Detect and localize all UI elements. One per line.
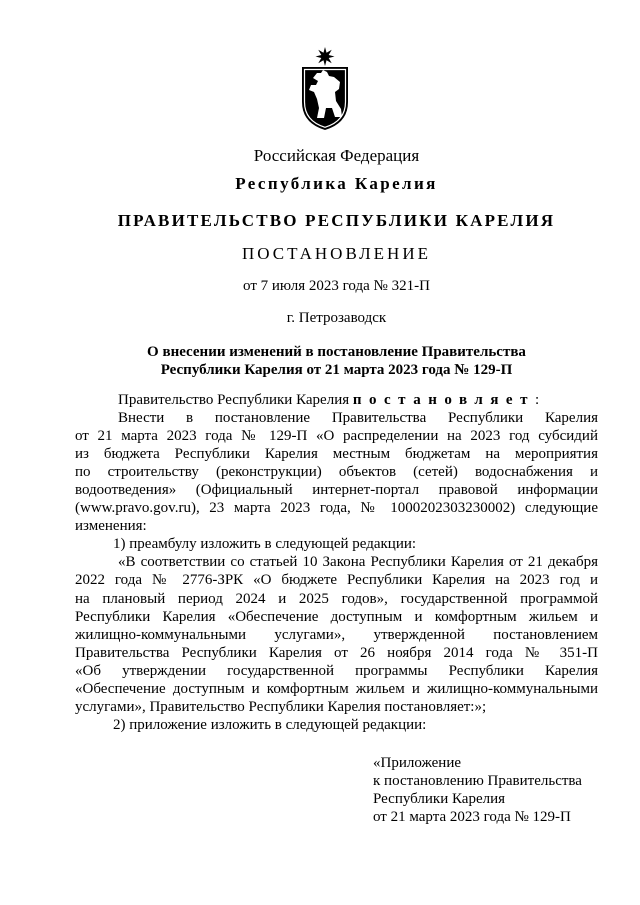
header-republic: Республика Карелия	[235, 174, 438, 193]
intro-prefix: Правительство Республики Карелия	[118, 392, 353, 408]
body-line: Внести в постановление Правительства Республики Карелия	[118, 410, 598, 427]
body-line: от 21 марта 2023 года № 129-П «О распределении на 2023 год субсидий	[75, 428, 598, 445]
body-line: жилищно-коммунальными услугами», утвержденной постановлением	[75, 626, 598, 643]
header-government: ПРАВИТЕЛЬСТВО РЕСПУБЛИКИ КАРЕЛИЯ	[117, 211, 556, 230]
body-line: водоотведения» (Официальный интернет-портал правовой информации	[75, 482, 598, 499]
header-country: Российская Федерация	[253, 146, 420, 165]
appendix-line: «Приложение	[373, 755, 462, 771]
intro-line	[75, 391, 598, 409]
body-line: 2022 года № 2776-ЗРК «О бюджете Республики Карелия на 2023 год и	[75, 572, 598, 589]
document-type: ПОСТАНОВЛЕНИЕ	[241, 244, 431, 263]
body-line: изменения:	[75, 518, 147, 535]
body-line: из бюджета Республики Карелия местным бюджетам на мероприятия	[75, 446, 598, 463]
body-line: на плановый период 2024 и 2025 годов», государственной программой	[75, 590, 598, 607]
body-line: (www.pravo.gov.ru), 23 марта 2023 года, № 1000202303230002) следующие	[75, 500, 598, 517]
body-line: по строительству (реконструкции) объектов (сетей) водоснабжения и	[75, 464, 598, 481]
body-line: Правительства Республики Карелия от 26 ноября 2014 года № 351-П	[75, 644, 598, 661]
appendix-line: Республики Карелия	[373, 791, 506, 808]
appendix-line: к постановлению Правительства	[373, 773, 582, 790]
document-title	[75, 343, 598, 379]
document-title-line: Республики Карелия от 21 марта 2023 года № 129-П	[160, 362, 513, 378]
body-line: 1) преамбулу изложить в следующей редакции:	[113, 536, 417, 553]
intro-suffix: :	[534, 392, 540, 408]
body-line: Республики Карелия «Обеспечение доступным и комфортным жильем и	[75, 608, 598, 625]
body-line: «Об утверждении государственной программы Республики Карелия	[75, 662, 598, 679]
intro-verb: постановляет	[352, 392, 535, 408]
appendix-line: от 21 марта 2023 года № 129-П	[373, 809, 571, 826]
coat-of-arms-icon	[299, 46, 351, 130]
document-body	[75, 391, 598, 734]
document-city: г. Петрозаводск	[286, 310, 387, 326]
body-line: «В соответствии со статьей 10 Закона Республики Карелия от 21 декабря	[118, 554, 598, 571]
body-line: 2) приложение изложить в следующей редакции:	[113, 716, 427, 733]
document-date-number: от 7 июля 2023 года № 321-П	[243, 278, 430, 294]
appendix-reference	[373, 754, 613, 826]
body-line: услугами», Правительство Республики Карелия постановляет:»;	[75, 698, 487, 715]
document-title-line: О внесении изменений в постановление Правительства	[147, 344, 526, 360]
body-line: «Обеспечение доступным и комфортным жильем и жилищно-коммунальными	[75, 680, 598, 697]
